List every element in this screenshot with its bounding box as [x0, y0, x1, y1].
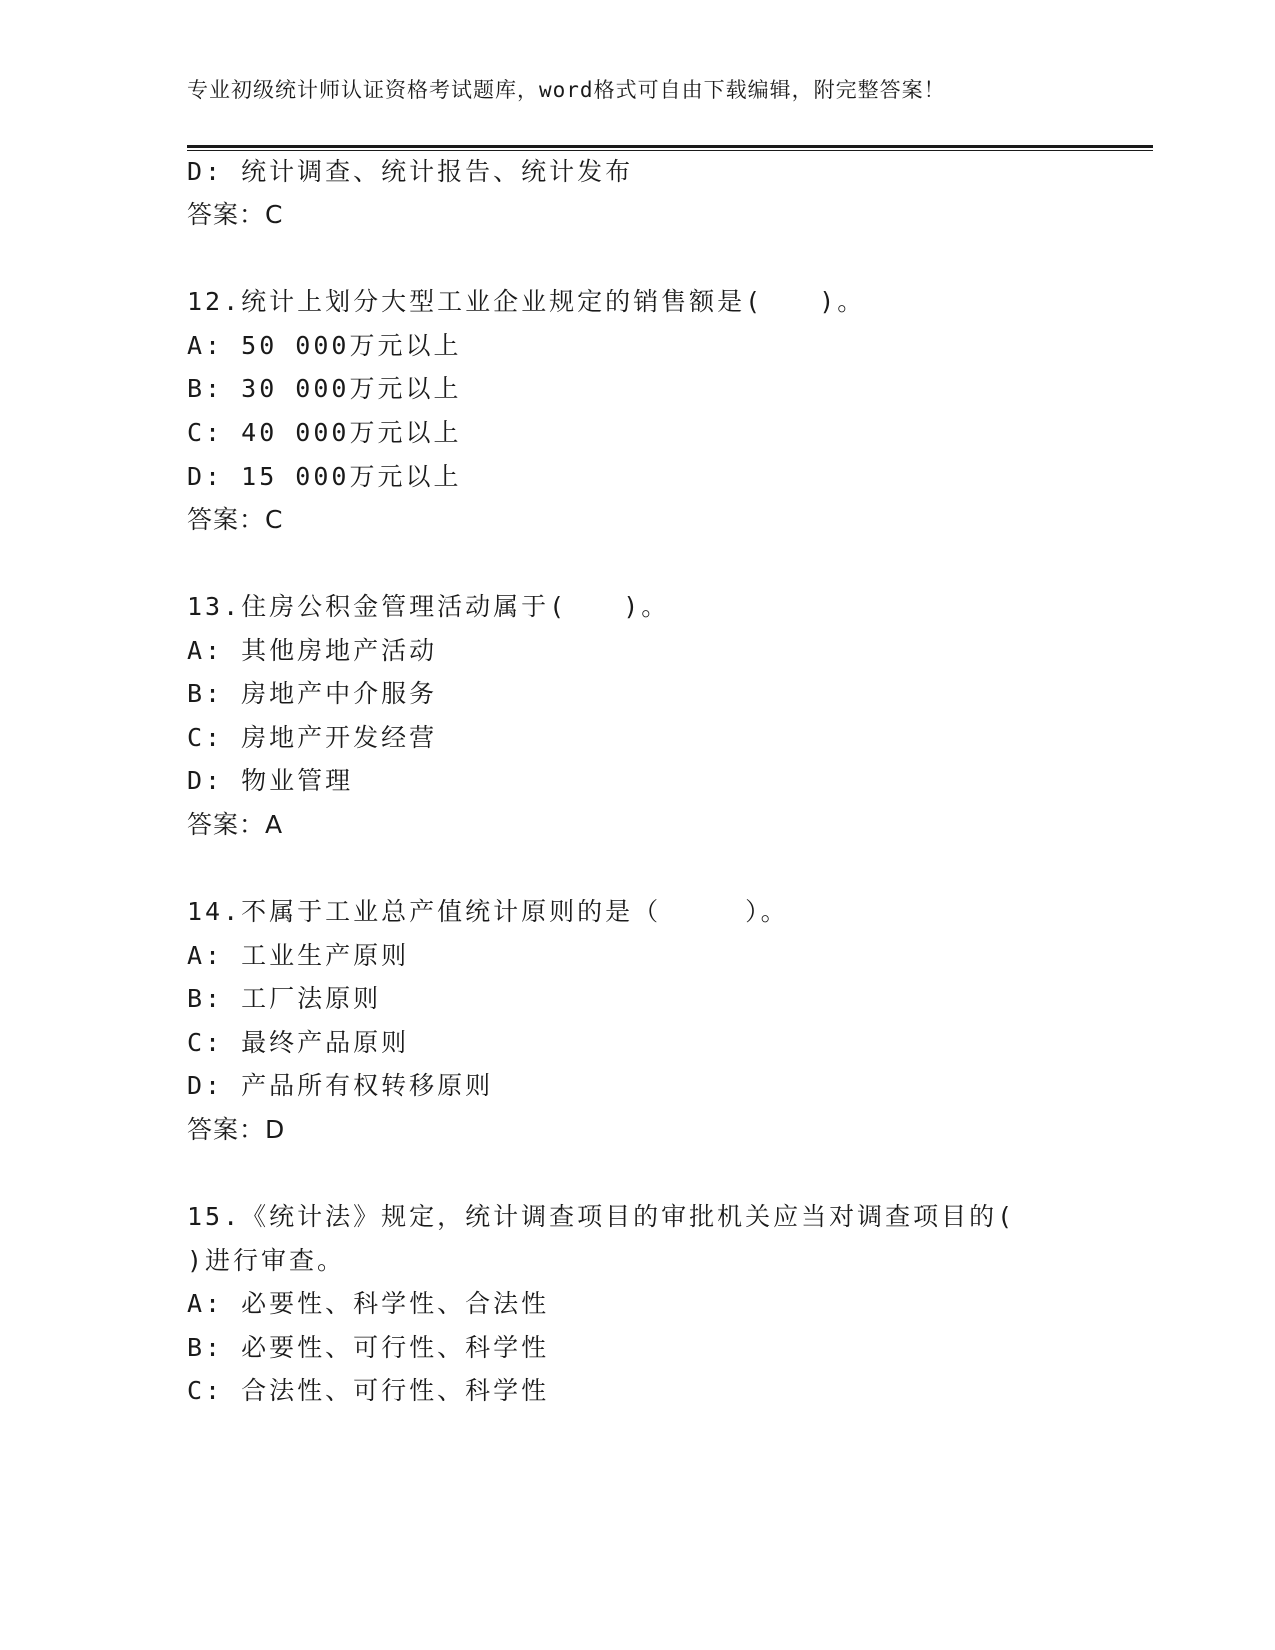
q13-stem: 13.住房公积金管理活动属于( )。	[187, 592, 670, 621]
q15-stem: 15.《统计法》规定，统计调查项目的审批机关应当对调查项目的(	[187, 1202, 1016, 1231]
q14-option-d: D: 产品所有权转移原则	[187, 1071, 494, 1100]
q13-answer: 答案：A	[187, 810, 284, 839]
q12-option-d: D: 15 000万元以上	[187, 462, 462, 491]
q14-option-b: B: 工厂法原则	[187, 984, 382, 1013]
q14-answer: 答案：D	[187, 1115, 286, 1144]
q14-option-a: A: 工业生产原则	[187, 941, 410, 970]
q11-answer: 答案：C	[187, 200, 284, 229]
q15-option-b: B: 必要性、可行性、科学性	[187, 1333, 550, 1362]
header-rule-thin	[187, 150, 1153, 151]
q12-stem: 12.统计上划分大型工业企业规定的销售额是( )。	[187, 287, 866, 316]
q14-stem: 14.不属于工业总产值统计原则的是（ ）。	[187, 897, 789, 926]
q14-option-c: C: 最终产品原则	[187, 1028, 410, 1057]
q15-option-a: A: 必要性、科学性、合法性	[187, 1289, 550, 1318]
q12-option-a: A: 50 000万元以上	[187, 331, 462, 360]
q13-option-b: B: 房地产中介服务	[187, 679, 438, 708]
q13-option-a: A: 其他房地产活动	[187, 636, 438, 665]
q12-option-c: C: 40 000万元以上	[187, 418, 462, 447]
header-rule-thick	[187, 145, 1153, 148]
q11-option-d: D: 统计调查、统计报告、统计发布	[187, 157, 634, 186]
q13-option-d: D: 物业管理	[187, 766, 354, 795]
q12-answer: 答案：C	[187, 505, 284, 534]
q12-option-b: B: 30 000万元以上	[187, 374, 462, 403]
page-header: 专业初级统计师认证资格考试题库，word格式可自由下载编辑，附完整答案！	[187, 78, 946, 102]
q15-option-c: C: 合法性、可行性、科学性	[187, 1376, 550, 1405]
q15-stem-continued: )进行审查。	[187, 1246, 346, 1275]
q13-option-c: C: 房地产开发经营	[187, 723, 438, 752]
